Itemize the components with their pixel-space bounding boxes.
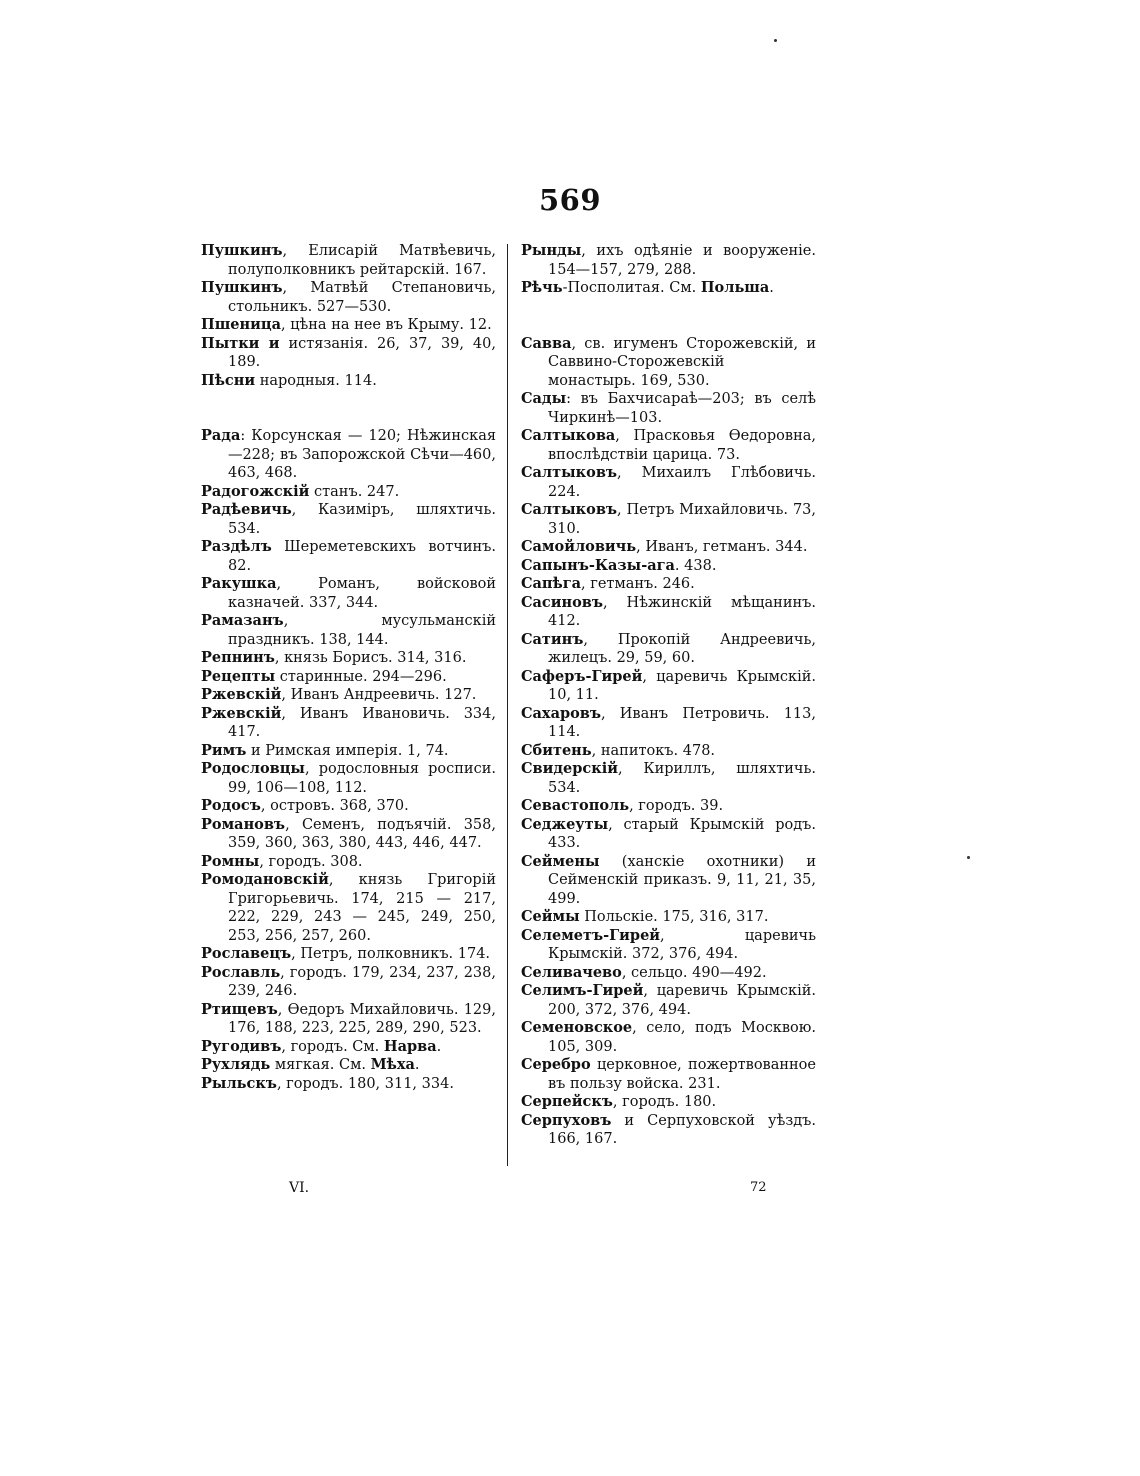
index-entry (521, 982, 816, 1019)
entry-headword: Ртищевъ (201, 1000, 278, 1018)
entry-text: , Петръ Михайловичь. 73, 310. (548, 502, 816, 537)
entry-text: старинные. 294—296. (275, 668, 447, 685)
entry-text: , Иванъ, гетманъ. 344. (636, 539, 808, 555)
entry-text: , сельцо. 490—492. (621, 964, 767, 981)
entry-text: , св. игуменъ Сторожевскій, и Саввино-Сторожевскій монастырь. 169, 530. (548, 335, 816, 389)
entry-headword: Рухлядь (201, 1056, 271, 1073)
index-entry (201, 760, 496, 797)
entry-headword: Пушкинъ (201, 242, 283, 259)
entry-headword: Радогожскій (201, 482, 310, 500)
entry-text: , городъ. См. (281, 1038, 384, 1055)
index-entry (521, 816, 816, 853)
entry-headword: Савва (521, 334, 572, 352)
entry-headword: Ржевскій (201, 704, 282, 722)
index-entry (201, 1056, 496, 1075)
index-entry (201, 427, 496, 483)
entry-headword: Рыльскъ (201, 1074, 277, 1092)
entry-tail: . (436, 1038, 442, 1055)
entry-headword: Рецепты (201, 667, 276, 685)
entry-headword: Римъ (201, 741, 247, 759)
entry-text: , князь Григорій Григорьевичь. 174, 215 — 217, 222, 229, 243 — 245, 249, 250, 253, 256, 257, 260. (228, 872, 496, 944)
entry-text: , городъ. 39. (629, 798, 724, 814)
index-entry (521, 335, 816, 391)
entry-headword: Свидерскій (521, 760, 618, 777)
entry-text: Шереметевскихъ вотчинъ. 82. (228, 539, 496, 574)
entry-headword: Сасиновъ (521, 593, 604, 611)
section-gap (201, 390, 496, 427)
entry-text: : въ Бахчисараѣ—203; въ селѣ Чиркинѣ—103. (548, 391, 816, 426)
scan-speck (967, 856, 970, 859)
entry-text: , мусульманскій праздникъ. 138, 144. (228, 613, 496, 648)
entry-text: : Корсунская — 120; Нѣжинская—228; въ Запорожской Сѣчи—460, 463, 468. (228, 428, 496, 481)
index-entry (521, 427, 816, 464)
index-entry (201, 964, 496, 1001)
entry-headword: Семеновское (521, 1019, 633, 1036)
index-entry (201, 705, 496, 742)
index-entry (521, 668, 816, 705)
entry-headword: Ржевскій (201, 686, 282, 703)
entry-text: , родословныя росписи. 99, 106—108, 112. (228, 761, 496, 796)
entry-text: , городъ. 180. (612, 1094, 717, 1110)
entry-headword: Романовъ (201, 815, 286, 833)
entry-text: -Посполитая. См. (562, 280, 701, 296)
index-entry (521, 964, 816, 983)
index-entry (201, 279, 496, 316)
index-entry (521, 908, 816, 927)
index-entry (201, 871, 496, 945)
entry-headword: Салтыкова (521, 427, 616, 444)
scan-speck (774, 39, 777, 42)
entry-text: , Семенъ, подъячій. 358, 359, 360, 363, 380, 443, 446, 447. (228, 816, 496, 851)
entry-text: церковное, пожертвованное въ пользу войска. 231. (548, 1057, 816, 1092)
entry-text: и Серпуховской уѣздъ. 166, 167. (548, 1112, 816, 1147)
entry-text: , городъ. 179, 234, 237, 238, 239, 246. (228, 964, 496, 999)
index-entry (201, 335, 496, 372)
entry-tail: . (414, 1057, 420, 1073)
entry-text: , напитокъ. 478. (591, 742, 716, 759)
entry-headword: Рынды (521, 242, 582, 259)
entry-headword: Салтыковъ (521, 501, 618, 518)
section-gap (521, 298, 816, 335)
entry-headword: Сатинъ (521, 630, 584, 648)
entry-text: , ихъ одѣяніе и вооруженіе. 154—157, 279, 288. (548, 243, 816, 278)
index-entry (521, 631, 816, 668)
entry-headword: Салтыковъ (521, 464, 618, 481)
entry-text: , старый Крымскій родъ. 433. (548, 816, 816, 851)
entry-text: , Елисарій Матвѣевичь, полуполковникъ рейтарскій. 167. (228, 243, 496, 278)
entry-text: , Петръ, полковникъ. 174. (291, 946, 491, 962)
entry-text: , цѣна на нее въ Крыму. 12. (280, 317, 492, 333)
entry-text: , князь Борисъ. 314, 316. (274, 650, 467, 666)
index-entry (201, 612, 496, 649)
entry-headword: Ругодивъ (201, 1037, 282, 1055)
index-entry (201, 945, 496, 964)
entry-headword: Радѣевичь (201, 501, 292, 518)
entry-headword: Серпейскъ (521, 1093, 613, 1110)
entry-text: , Михаилъ Глѣбовичь. 224. (548, 465, 816, 500)
entry-headword: Сапѣга (521, 575, 582, 592)
entry-headword: Раздѣлъ (201, 538, 272, 555)
entry-headword: Ракушка (201, 575, 277, 592)
entry-headword: Рамазанъ (201, 612, 284, 629)
index-entry (521, 1093, 816, 1112)
index-entry (201, 372, 496, 391)
index-entry (201, 538, 496, 575)
index-column-left (201, 242, 496, 1093)
entry-headword: Рада (201, 427, 241, 444)
index-entry (521, 279, 816, 298)
entry-text: , село, подъ Москвою. 105, 309. (548, 1020, 816, 1055)
index-entry (521, 557, 816, 576)
entry-headword: Рославль (201, 963, 281, 981)
entry-headword: Пшеница (201, 316, 281, 333)
entry-text: , Иванъ Андреевичь. 127. (281, 687, 477, 703)
entry-text: Польскіе. 175, 316, 317. (579, 909, 769, 925)
page-number: 569 (538, 183, 602, 217)
entry-text: , Иванъ Петровичь. 113, 114. (548, 705, 816, 740)
entry-headword: Родосъ (201, 797, 261, 814)
index-entry (521, 390, 816, 427)
entry-text: , городъ. 180, 311, 334. (276, 1075, 454, 1092)
entry-text: (ханскіе охотники) и Сейменскій приказъ. 9, 11, 21, 35, 499. (548, 853, 816, 907)
signature-number: 72 (750, 1180, 767, 1195)
entry-headword: Пытки и (201, 334, 280, 352)
index-entry (201, 797, 496, 816)
index-entry (201, 1038, 496, 1057)
entry-text: , Романъ, войсковой казначей. 337, 344. (228, 576, 496, 611)
index-entry (521, 853, 816, 909)
entry-headword: Селеметъ-Гирей (521, 926, 661, 944)
index-entry (201, 1075, 496, 1094)
entry-headword: Сапынъ-Казы-ага (521, 556, 675, 574)
entry-text: и Римская имперія. 1, 74. (246, 742, 449, 759)
entry-headword: Ромодановскій (201, 871, 329, 888)
index-entry (521, 464, 816, 501)
entry-headword: Ромны (201, 852, 260, 870)
index-column-right (521, 242, 816, 1149)
index-entry (521, 1112, 816, 1149)
index-entry (521, 575, 816, 594)
entry-headword: Серпуховъ (521, 1111, 612, 1129)
entry-tail: . (769, 280, 774, 296)
entry-text: , Казиміръ, шляхтичь. 534. (228, 502, 496, 537)
entry-headword: Севастополь (521, 797, 630, 814)
entry-headword: Селимъ-Гирей (521, 982, 644, 999)
index-entry (201, 316, 496, 335)
entry-text: . 438. (674, 557, 717, 574)
index-entry (521, 594, 816, 631)
entry-text: мягкая. См. (270, 1057, 371, 1073)
index-entry (201, 501, 496, 538)
entry-text: , Иванъ Ивановичь. 334, 417. (228, 705, 496, 740)
entry-text: , Матвѣй Степановичь, стольникъ. 527—530. (228, 280, 496, 315)
entry-text: , городъ. 308. (259, 853, 363, 870)
entry-text: станъ. 247. (309, 483, 400, 500)
index-entry (521, 538, 816, 557)
index-entry (201, 242, 496, 279)
entry-text: , Прокопій Андреевичь, жилецъ. 29, 59, 60. (548, 631, 816, 666)
entry-headword: Пушкинъ (201, 279, 283, 296)
column-divider (507, 244, 508, 1166)
index-entry (201, 649, 496, 668)
index-entry (521, 760, 816, 797)
entry-text: , островъ. 368, 370. (260, 798, 409, 814)
entry-text: народныя. 114. (255, 372, 377, 389)
entry-headword: Сады (521, 390, 567, 407)
index-entry (521, 242, 816, 279)
entry-cross-reference: Мѣха (370, 1056, 415, 1073)
entry-headword: Саферъ-Гирей (521, 667, 643, 685)
entry-text: истязанія. 26, 37, 39, 40, 189. (228, 335, 496, 370)
index-entry (521, 742, 816, 761)
entry-cross-reference: Польша (700, 279, 770, 296)
index-entry (201, 853, 496, 872)
index-entry (201, 668, 496, 687)
entry-text: , гетманъ. 246. (581, 576, 695, 592)
entry-headword: Пѣсни (201, 371, 256, 389)
entry-headword: Сахаровъ (521, 704, 601, 722)
index-entry (521, 797, 816, 816)
index-entry (201, 816, 496, 853)
index-entry (521, 1056, 816, 1093)
entry-headword: Репнинъ (201, 649, 275, 666)
index-entry (521, 501, 816, 538)
entry-headword: Сеймы (521, 908, 580, 925)
index-entry (201, 575, 496, 612)
entry-headword: Рѣчь (521, 279, 563, 296)
index-entry (201, 483, 496, 502)
entry-text: , Прасковья Ѳедоровна, впослѣдствіи царица. 73. (548, 428, 816, 463)
entry-headword: Рославецъ (201, 945, 292, 962)
entry-text: , Нѣжинскій мѣщанинъ. 412. (548, 594, 816, 629)
entry-headword: Родословцы (201, 760, 305, 777)
entry-text: , царевичь Крымскій. 372, 376, 494. (548, 927, 816, 962)
index-entry (201, 742, 496, 761)
index-entry (521, 705, 816, 742)
entry-headword: Селивачево (521, 963, 622, 981)
entry-text: , Кириллъ, шляхтичь. 534. (548, 761, 816, 796)
index-entry (201, 686, 496, 705)
entry-headword: Сбитень (521, 741, 592, 759)
entry-text: , царевичь Крымскій. 200, 372, 376, 494. (548, 983, 816, 1018)
index-entry (201, 1001, 496, 1038)
index-entry (521, 927, 816, 964)
entry-headword: Сеймены (521, 852, 600, 870)
entry-text: , царевичь Крымскій. 10, 11. (548, 668, 816, 703)
entry-cross-reference: Нарва (383, 1037, 437, 1055)
entry-headword: Самойловичь (521, 538, 637, 555)
signature-mark: VI. (289, 1180, 310, 1196)
index-entry (521, 1019, 816, 1056)
entry-headword: Серебро (521, 1056, 591, 1073)
entry-headword: Седжеуты (521, 815, 609, 833)
entry-text: , Ѳедоръ Михайловичь. 129, 176, 188, 223, 225, 289, 290, 523. (228, 1001, 496, 1036)
